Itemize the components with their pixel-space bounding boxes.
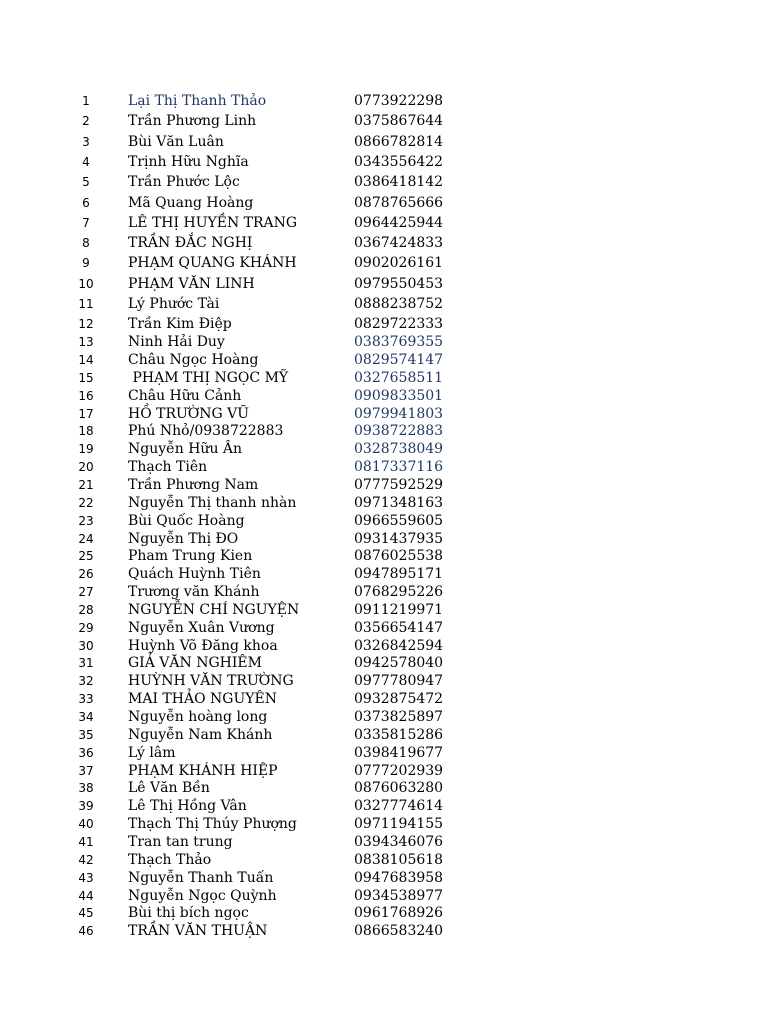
row-number: 44: [78, 888, 94, 903]
list-item: [0, 690, 768, 708]
contact-phone: 0773922298: [354, 93, 444, 109]
list-item: [0, 904, 768, 922]
contact-name: Nguyễn Xuân Vương: [128, 619, 275, 636]
contact-phone: 0902026161: [354, 255, 444, 272]
contact-name: Nguyễn hoàng long: [128, 709, 268, 725]
row-number: 34: [78, 710, 94, 724]
contact-name: TRẦN VĂN THUẬN: [128, 923, 268, 940]
contact-phone: 0961768926: [354, 905, 444, 922]
row-number: 5: [82, 175, 90, 190]
contact-name: PHẠM THỊ NGỌC MỸ: [128, 369, 289, 386]
list-item: [0, 295, 768, 313]
contact-name: Nguyễn Thanh Tuấn: [128, 869, 274, 886]
contact-phone: 0328738049: [354, 441, 444, 458]
row-number: 41: [78, 834, 94, 849]
row-number: 14: [78, 353, 94, 367]
row-number: 36: [78, 745, 94, 760]
list-item: [0, 194, 768, 212]
list-item: [0, 422, 768, 440]
list-item: [0, 153, 768, 171]
contact-phone: 0971194155: [354, 816, 444, 833]
row-number: 37: [78, 763, 94, 778]
contact-name: Nguyễn Hữu Ân: [128, 441, 243, 458]
row-number: 39: [78, 799, 94, 814]
row-number: 11: [78, 297, 94, 311]
contact-phone: 0876063280: [354, 780, 444, 797]
list-item: [0, 133, 768, 151]
contact-phone: 0383769355: [354, 334, 444, 351]
list-item: [0, 672, 768, 690]
contact-name: Thạch Thị Thúy Phượng: [128, 816, 297, 833]
list-item: [0, 601, 768, 619]
contact-name: Châu Ngọc Hoàng: [128, 352, 259, 368]
contact-name: Thạch Tiên: [128, 459, 208, 476]
list-item: [0, 458, 768, 476]
row-number: 46: [78, 924, 94, 939]
list-item: [0, 92, 768, 110]
list-item: [0, 530, 768, 548]
contact-phone: 0931437935: [354, 530, 444, 547]
contact-phone: 0909833501: [354, 387, 444, 404]
contact-name: Nguyễn Thị ĐO: [128, 530, 239, 547]
contact-phone: 0327774614: [354, 798, 444, 815]
list-item: [0, 619, 768, 637]
contact-name: Lê Thị Hồng Vân: [128, 798, 247, 815]
contact-name: Lý Phước Tài: [128, 296, 220, 312]
list-item: [0, 351, 768, 369]
row-number: 10: [78, 276, 94, 291]
row-number: 22: [78, 495, 94, 510]
contact-phone: 0817337116: [354, 459, 444, 476]
contact-name: Mã Quang Hoàng: [128, 194, 254, 211]
list-item: [0, 333, 768, 351]
row-number: 6: [82, 195, 90, 210]
contact-name: Phú Nhỏ/0938722883: [128, 423, 284, 440]
contact-name: Lý lâm: [128, 744, 176, 761]
row-number: 15: [78, 370, 94, 385]
row-number: 13: [78, 335, 94, 350]
list-item: [0, 833, 768, 851]
contact-phone: 0934538977: [354, 887, 444, 904]
contact-phone: 0356654147: [354, 619, 444, 636]
list-item: [0, 565, 768, 583]
row-number: 31: [78, 656, 94, 671]
contact-phone: 0878765666: [354, 194, 444, 211]
contact-phone: 0866782814: [354, 133, 444, 150]
contact-name: Tran tan trung: [128, 833, 233, 850]
row-number: 26: [78, 567, 94, 582]
contact-name: Huỳnh Võ Đăng khoa: [128, 637, 278, 654]
row-number: 29: [78, 620, 94, 635]
row-number: 33: [78, 692, 94, 707]
contact-phone: 0768295226: [354, 584, 444, 601]
contact-phone: 0829722333: [354, 316, 444, 333]
list-item: [0, 315, 768, 333]
list-item: [0, 387, 768, 405]
row-number: 28: [78, 602, 94, 617]
contact-phone: 0947683958: [354, 869, 444, 886]
contact-phone: 0888238752: [354, 296, 444, 312]
contact-name: Nguyễn Nam Khánh: [128, 726, 273, 743]
row-number: 12: [78, 317, 94, 332]
contact-name: Bùi thị bích ngọc: [128, 905, 249, 922]
list-item: [0, 547, 768, 565]
contact-phone: 0971348163: [354, 494, 444, 511]
contact-name: Trần Phước Lộc: [128, 174, 240, 191]
row-number: 32: [78, 674, 94, 689]
contact-name: Bùi Văn Luân: [128, 133, 224, 150]
list-item: [0, 440, 768, 458]
list-item: [0, 762, 768, 780]
list-item: [0, 254, 768, 272]
contact-name: Bùi Quốc Hoàng: [128, 512, 245, 529]
row-number: 17: [78, 406, 94, 421]
contact-phone: 0938722883: [354, 423, 444, 440]
contact-name: GIẢ VĂN NGHIÊM: [128, 655, 262, 672]
contact-phone: 0932875472: [354, 691, 444, 708]
contact-name: PHẠM KHÁNH HIỆP: [128, 762, 278, 779]
contact-phone: 0394346076: [354, 833, 444, 850]
contact-name: Nguyễn Ngọc Quỳnh: [128, 887, 277, 904]
list-item: [0, 779, 768, 797]
row-number: 18: [78, 424, 94, 439]
contact-phone: 0335815286: [354, 726, 444, 743]
row-number: 45: [78, 906, 94, 921]
row-number: 4: [82, 154, 90, 169]
contact-name: Lại Thị Thanh Thảo: [128, 93, 267, 109]
contact-name: Trần Phương Nam: [128, 476, 259, 493]
contact-name: Lê Văn Bền: [128, 780, 210, 797]
list-item: [0, 369, 768, 387]
contact-name: Trịnh Hữu Nghĩa: [128, 153, 249, 170]
contact-phone: 0373825897: [354, 709, 444, 725]
list-item: [0, 275, 768, 293]
list-item: [0, 214, 768, 232]
row-number: 9: [82, 256, 90, 271]
row-number: 1: [82, 94, 90, 108]
contact-name: Trần Phương Linh: [128, 113, 257, 130]
list-item: [0, 234, 768, 252]
list-item: [0, 851, 768, 869]
row-number: 7: [82, 215, 90, 230]
contact-name: HỒ TRƯỜNG VŨ: [128, 405, 250, 422]
row-number: 23: [78, 513, 94, 528]
list-item: [0, 637, 768, 655]
contact-phone: 0977780947: [354, 673, 444, 690]
row-number: 27: [78, 585, 94, 600]
contact-phone: 0375867644: [354, 113, 444, 130]
contact-phone: 0979550453: [354, 275, 444, 292]
row-number: 16: [78, 388, 94, 403]
list-item: [0, 405, 768, 423]
contact-name: Ninh Hải Duy: [128, 334, 225, 351]
contact-phone: 0947895171: [354, 566, 444, 583]
list-item: [0, 922, 768, 940]
contact-phone: 0367424833: [354, 235, 444, 252]
contact-name: PHẠM QUANG KHÁNH: [128, 255, 297, 272]
row-number: 43: [78, 870, 94, 885]
list-item: [0, 476, 768, 494]
contact-name: Thạch Thảo: [128, 851, 212, 868]
list-item: [0, 744, 768, 762]
row-number: 25: [78, 549, 94, 564]
list-item: [0, 494, 768, 512]
contact-name: MAI THẢO NGUYÊN: [128, 691, 277, 708]
contact-name: LÊ THỊ HUYỀN TRANG: [128, 214, 298, 231]
row-number: 20: [78, 460, 94, 475]
row-number: 38: [78, 781, 94, 796]
contact-name: Trần Kim Điệp: [128, 316, 232, 333]
contact-phone: 0386418142: [354, 174, 444, 191]
list-item: [0, 797, 768, 815]
list-item: [0, 869, 768, 887]
row-number: 19: [78, 442, 94, 457]
list-item: [0, 887, 768, 905]
contact-phone: 0964425944: [354, 214, 444, 231]
contact-name: NGUYỄN CHÍ NGUYỆN: [128, 601, 300, 618]
row-number: 30: [78, 638, 94, 653]
list-item: [0, 708, 768, 726]
contact-name: Pham Trung Kien: [128, 548, 253, 565]
contact-name: Nguyễn Thị thanh nhàn: [128, 494, 297, 511]
contact-name: Trương văn Khánh: [128, 584, 260, 601]
contact-phone: 0942578040: [354, 655, 444, 672]
contact-name: PHẠM VĂN LINH: [128, 275, 255, 292]
contact-name: HUỲNH VĂN TRƯỜNG: [128, 673, 294, 690]
contact-phone: 0866583240: [354, 923, 444, 940]
row-number: 3: [82, 134, 90, 149]
contact-phone: 0326842594: [354, 637, 444, 654]
row-number: 2: [82, 114, 90, 129]
contact-name: TRẦN ĐẮC NGHỊ: [128, 235, 253, 252]
list-item: [0, 112, 768, 130]
contact-name: Châu Hữu Cảnh: [128, 387, 242, 404]
contact-phone: 0911219971: [354, 601, 444, 618]
contact-phone: 0777592529: [354, 476, 444, 493]
contact-phone: 0966559605: [354, 512, 444, 529]
contact-phone: 0876025538: [354, 548, 444, 565]
contact-name: Quách Huỳnh Tiên: [128, 566, 261, 583]
list-item: [0, 512, 768, 530]
row-number: 24: [78, 531, 94, 546]
contact-phone: 0343556422: [354, 153, 444, 170]
contact-phone: 0829574147: [354, 352, 444, 368]
row-number: 40: [78, 817, 94, 832]
row-number: 8: [82, 236, 90, 251]
row-number: 42: [78, 852, 94, 867]
list-item: [0, 654, 768, 672]
contact-phone: 0777202939: [354, 762, 444, 779]
list-item: [0, 726, 768, 744]
contact-phone: 0979941803: [354, 405, 444, 422]
contact-phone: 0838105618: [354, 851, 444, 868]
list-item: [0, 815, 768, 833]
contact-phone: 0398419677: [354, 744, 444, 761]
list-item: [0, 173, 768, 191]
row-number: 21: [78, 477, 94, 492]
row-number: 35: [78, 727, 94, 742]
list-item: [0, 583, 768, 601]
contact-phone: 0327658511: [354, 369, 444, 386]
